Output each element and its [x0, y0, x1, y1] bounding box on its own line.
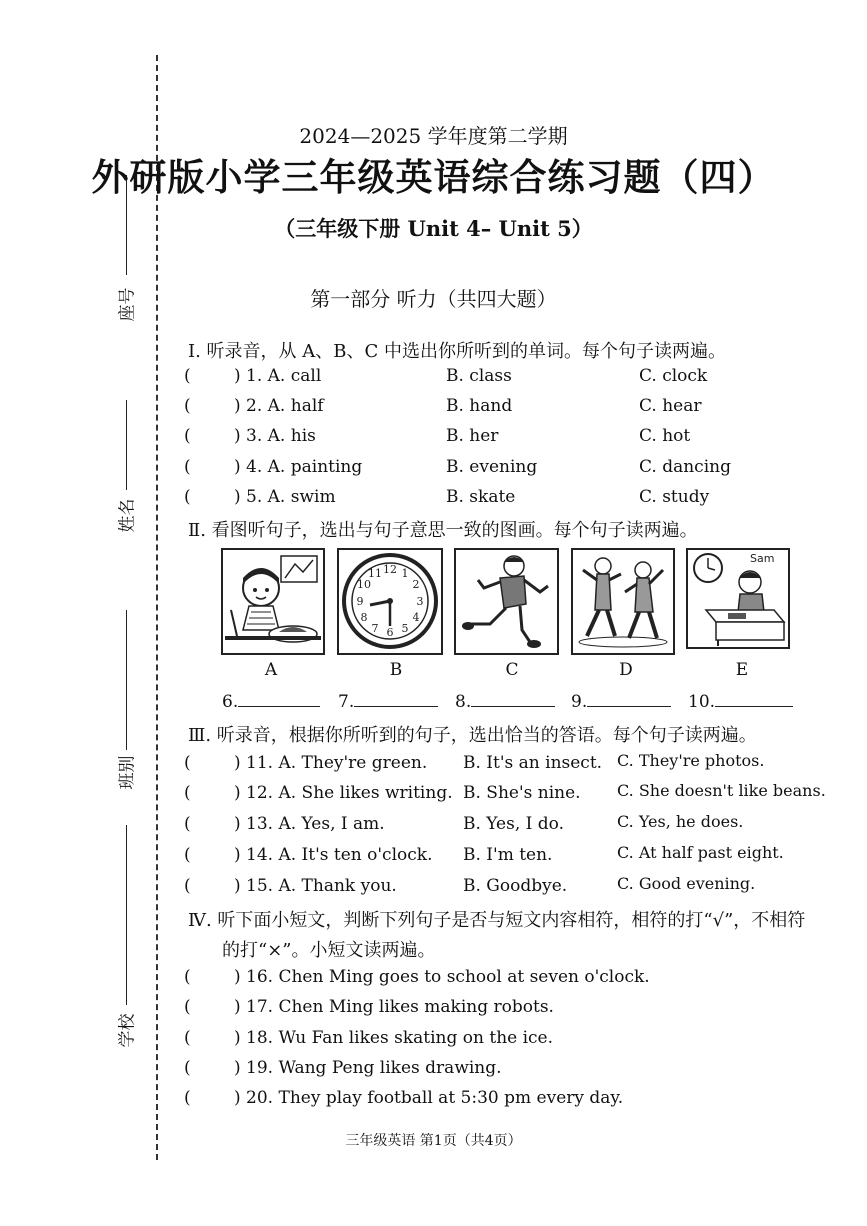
boy-studying-icon [688, 550, 788, 647]
school-year: 2024—2025 学年度第二学期 [299, 124, 568, 148]
answer-paren: ( [184, 1058, 191, 1078]
statement-20: ) 20. They play football at 5:30 pm every day. [234, 1088, 624, 1108]
svg-text:9: 9 [356, 595, 364, 608]
name-line [126, 400, 127, 490]
statement-19: ) 19. Wang Peng likes drawing. [234, 1058, 502, 1078]
option-c: C. hot [639, 426, 691, 446]
blank-line [715, 690, 793, 707]
picture-e [686, 548, 790, 649]
name-label: 姓名 [117, 498, 138, 533]
answer-blank-7[interactable] [338, 690, 438, 712]
answer-paren: ( [184, 1028, 191, 1048]
class-line [126, 610, 127, 750]
section-4-heading: Ⅳ. 听下面小短文，判断下列句子是否与短文内容相符，相符的打“√”，不相符 [188, 910, 806, 931]
section-1-heading: Ⅰ. 听录音，从 A、B、C 中选出你所听到的单词。每个句子读两遍。 [188, 341, 726, 362]
picture-label-c: C [505, 660, 519, 680]
answer-paren: ( [184, 783, 191, 803]
blank-line [238, 690, 320, 707]
statement-17: ) 17. Chen Ming likes making robots. [234, 997, 554, 1017]
option-b: B. Goodbye. [463, 876, 568, 896]
option-b: B. She's nine. [463, 783, 581, 803]
answer-paren: ( [184, 457, 191, 477]
option-c: C. dancing [639, 457, 731, 477]
answer-paren: ( [184, 753, 191, 773]
answer-paren: ( [184, 426, 191, 446]
option-c: C. At half past eight. [617, 843, 784, 862]
blank-number: 7. [338, 692, 355, 712]
picture-label-d: D [619, 660, 633, 680]
part-title: 第一部分 听力（共四大题） [310, 287, 557, 311]
answer-paren: ( [184, 845, 191, 865]
page-subtitle: （三年级下册 Unit 4– Unit 5） [274, 216, 593, 241]
option-c: C. clock [639, 366, 708, 386]
answer-blank-8[interactable] [455, 690, 555, 712]
blank-line [354, 690, 438, 707]
answer-paren: ( [184, 396, 191, 416]
answer-paren: ( [184, 1088, 191, 1108]
page-footer: 三年级英语 第1页（共4页） [345, 1133, 522, 1149]
blank-number: 9. [571, 692, 588, 712]
question-3: ) 3. A. his [234, 426, 316, 446]
statement-16: ) 16. Chen Ming goes to school at seven o'clock. [234, 967, 650, 987]
svg-text:1: 1 [401, 567, 409, 580]
svg-text:12: 12 [383, 563, 397, 576]
picture-c [454, 548, 559, 655]
option-c: C. She doesn't like beans. [617, 781, 826, 800]
question-13: ) 13. A. Yes, I am. [234, 814, 385, 834]
picture-d [571, 548, 675, 655]
answer-paren: ( [184, 967, 191, 987]
running-boy-icon [456, 550, 557, 653]
section-4-heading-cont: 的打“×”。小短文读两遍。 [222, 940, 436, 961]
svg-text:11: 11 [368, 567, 382, 580]
question-12: ) 12. A. She likes writing. [234, 783, 453, 803]
answer-blank-6[interactable] [222, 690, 320, 712]
option-b: B. her [446, 426, 499, 446]
answer-paren: ( [184, 997, 191, 1017]
section-2-heading: Ⅱ. 看图听句子，选出与句子意思一致的图画。每个句子读两遍。 [188, 520, 698, 541]
option-b: B. class [446, 366, 512, 386]
answer-paren: ( [184, 814, 191, 834]
option-c: C. They're photos. [617, 751, 765, 770]
question-5: ) 5. A. swim [234, 487, 336, 507]
answer-paren: ( [184, 876, 191, 896]
blank-line [471, 690, 555, 707]
option-c: C. Good evening. [617, 874, 756, 893]
option-b: B. skate [446, 487, 516, 507]
blank-line [587, 690, 671, 707]
school-label: 学校 [117, 1013, 138, 1048]
question-1: ) 1. A. call [234, 366, 322, 386]
school-line [126, 825, 127, 1005]
option-b: B. evening [446, 457, 538, 477]
svg-text:4: 4 [412, 611, 420, 624]
svg-text:8: 8 [360, 611, 368, 624]
option-c: C. study [639, 487, 710, 507]
picture-label-b: B [389, 660, 403, 680]
class-label: 班别 [117, 755, 138, 790]
picture-label-e: E [735, 660, 749, 680]
picture-label-a: A [264, 660, 278, 680]
blank-number: 10. [688, 692, 716, 712]
svg-text:7: 7 [371, 622, 379, 635]
svg-text:10: 10 [357, 578, 371, 591]
svg-text:2: 2 [412, 578, 420, 591]
clock-icon [339, 550, 441, 653]
question-14: ) 14. A. It's ten o'clock. [234, 845, 433, 865]
svg-text:5: 5 [401, 622, 409, 635]
picture-a [221, 548, 325, 655]
answer-paren: ( [184, 487, 191, 507]
option-b: B. Yes, I do. [463, 814, 564, 834]
blank-number: 6. [222, 692, 239, 712]
picture-e-name: Sam [750, 552, 775, 565]
girl-eating-icon [223, 550, 323, 653]
option-c: C. hear [639, 396, 702, 416]
question-15: ) 15. A. Thank you. [234, 876, 397, 896]
option-b: B. It's an insect. [463, 753, 603, 773]
option-b: B. hand [446, 396, 513, 416]
svg-text:6: 6 [386, 626, 394, 639]
statement-18: ) 18. Wu Fan likes skating on the ice. [234, 1028, 554, 1048]
blank-number: 8. [455, 692, 472, 712]
question-4: ) 4. A. painting [234, 457, 363, 477]
seat-number-label: 座号 [117, 287, 138, 322]
question-11: ) 11. A. They're green. [234, 753, 428, 773]
answer-paren: ( [184, 366, 191, 386]
page-title: 外研版小学三年级英语综合练习题（四） [91, 155, 776, 199]
question-2: ) 2. A. half [234, 396, 324, 416]
picture-b [337, 548, 443, 655]
option-b: B. I'm ten. [463, 845, 553, 865]
answer-blank-9[interactable] [571, 690, 671, 712]
section-3-heading: Ⅲ. 听录音，根据你所听到的句子，选出恰当的答语。每个句子读两遍。 [188, 725, 757, 746]
answer-blank-10[interactable] [688, 690, 793, 712]
kung-fu-icon [573, 550, 673, 653]
option-c: C. Yes, he does. [617, 812, 744, 831]
svg-text:3: 3 [416, 595, 424, 608]
